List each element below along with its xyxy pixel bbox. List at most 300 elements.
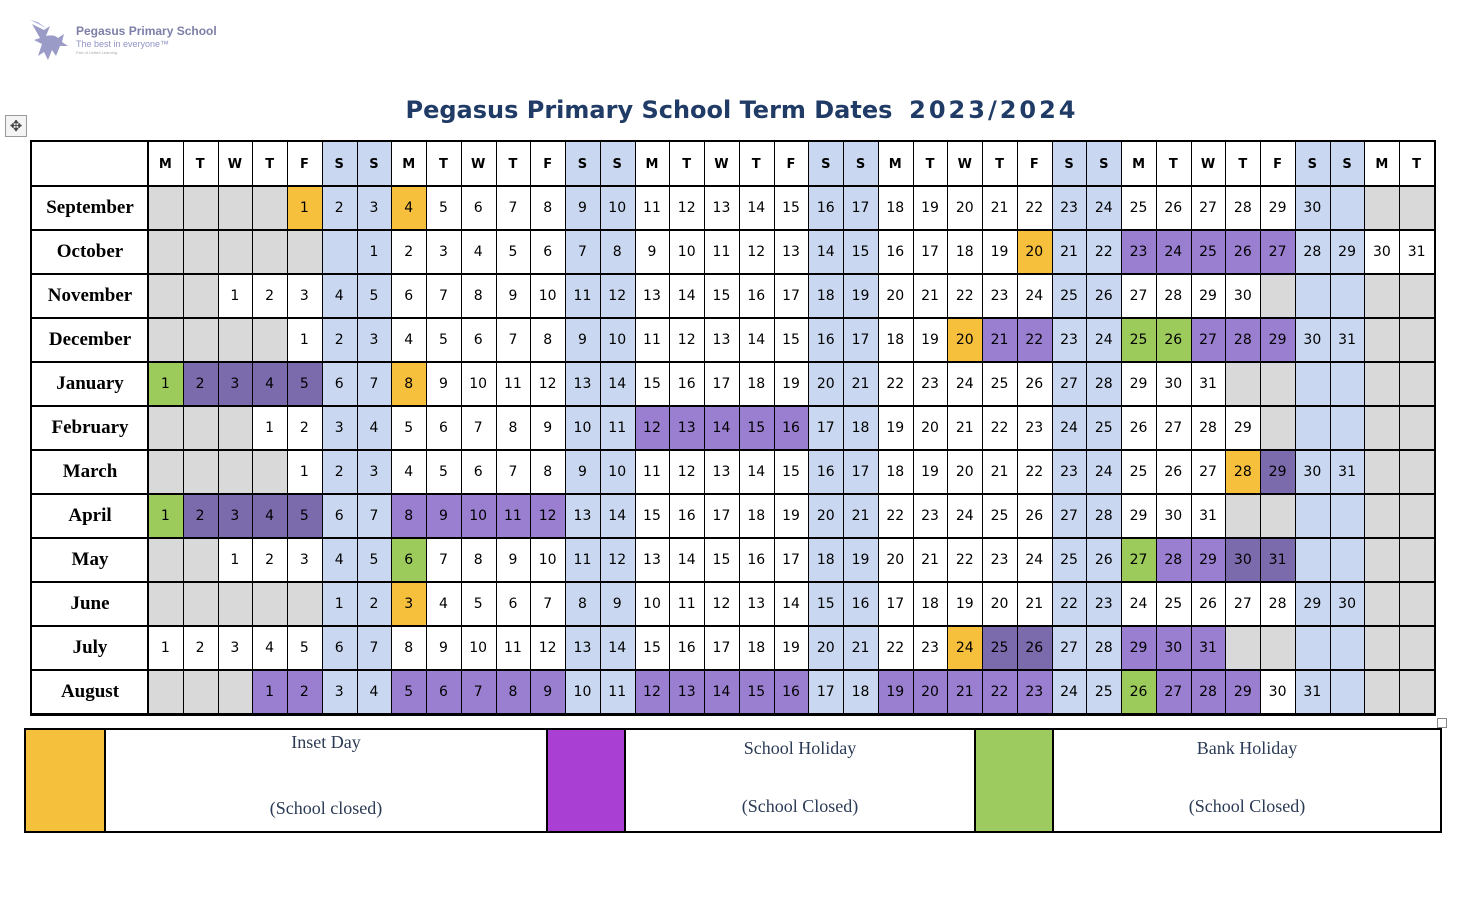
day-cell: 18: [808, 274, 843, 318]
day-cell: 22: [886, 508, 905, 524]
day-cell: 16: [774, 406, 809, 450]
day-cell: 9: [600, 582, 635, 626]
day-cell: 31: [1199, 508, 1217, 524]
day-cell: 12: [677, 464, 696, 480]
month-label: June: [70, 593, 110, 614]
title-year: 2023/2024: [909, 96, 1079, 124]
day-cell: 12: [635, 406, 670, 450]
day-cell: 11: [565, 538, 600, 582]
day-cell: 26: [1086, 274, 1121, 318]
day-cell: 2: [322, 450, 357, 494]
day-cell: 6: [543, 244, 553, 260]
day-cell: 31: [1260, 538, 1295, 582]
weekday-header: M: [158, 156, 172, 172]
day-cell: 29: [1121, 626, 1156, 670]
day-cell: [148, 230, 183, 274]
day-cell: 4: [357, 670, 392, 714]
day-cell: 9: [565, 450, 600, 494]
logo-tagline: The best in everyone™: [76, 39, 170, 49]
day-cell: 3: [218, 362, 253, 406]
weekday-header: W: [714, 156, 729, 172]
day-cell: 13: [565, 626, 600, 670]
day-cell: [148, 450, 183, 494]
day-cell: 29: [1268, 200, 1287, 216]
day-cell: 17: [843, 450, 878, 494]
day-cell: [1399, 318, 1434, 362]
day-cell: 5: [438, 464, 448, 480]
day-cell: 30: [1164, 376, 1183, 392]
weekday-header: S: [808, 142, 843, 186]
day-cell: 9: [543, 420, 553, 436]
weekday-header: M: [402, 156, 416, 172]
day-cell: 18: [886, 200, 905, 216]
day-cell: [1399, 450, 1434, 494]
weekday-header: T: [1412, 156, 1422, 172]
day-cell: 24: [1052, 406, 1087, 450]
weekday-header: T: [925, 156, 935, 172]
month-label: December: [48, 329, 132, 350]
day-cell: 22: [1086, 230, 1121, 274]
day-cell: 13: [747, 596, 766, 612]
day-cell: 25: [1086, 670, 1121, 714]
day-cell: 5: [508, 244, 518, 260]
day-cell: 16: [677, 508, 696, 524]
day-cell: [252, 318, 287, 362]
day-cell: 21: [921, 552, 939, 568]
day-cell: 7: [508, 332, 518, 348]
day-cell: 26: [1199, 596, 1217, 612]
day-cell: [1399, 582, 1434, 626]
day-cell: 14: [600, 626, 635, 670]
day-cell: 20: [808, 362, 843, 406]
day-cell: [252, 186, 287, 230]
day-cell: 6: [473, 464, 483, 480]
day-cell: 6: [322, 362, 357, 406]
day-cell: [148, 538, 183, 582]
day-cell: [1295, 274, 1330, 318]
day-cell: 4: [404, 464, 414, 480]
day-cell: 3: [438, 244, 448, 260]
day-cell: 23: [1052, 450, 1087, 494]
day-cell: 17: [843, 186, 878, 230]
day-cell: 10: [538, 288, 557, 304]
day-cell: 24: [955, 376, 974, 392]
day-cell: [1364, 186, 1399, 230]
day-cell: 17: [886, 596, 905, 612]
day-cell: 21: [843, 362, 878, 406]
day-cell: 1: [322, 582, 357, 626]
day-cell: 22: [955, 288, 974, 304]
day-cell: 5: [357, 274, 392, 318]
day-cell: 1: [252, 670, 287, 714]
day-cell: [1330, 186, 1365, 230]
day-cell: 3: [299, 552, 309, 568]
day-cell: [287, 582, 322, 626]
day-cell: 11: [643, 464, 661, 480]
day-cell: 12: [600, 274, 635, 318]
day-cell: 14: [704, 670, 739, 714]
day-cell: [183, 274, 218, 318]
pegasus-logo-icon: [28, 16, 74, 66]
day-cell: 22: [886, 376, 905, 392]
day-cell: 5: [438, 332, 448, 348]
day-cell: 6: [438, 420, 448, 436]
day-cell: 18: [886, 332, 905, 348]
day-cell: 22: [1025, 464, 1044, 480]
day-cell: 25: [990, 376, 1009, 392]
title-text: Pegasus Primary School Term Dates: [405, 96, 893, 124]
day-cell: 24: [1156, 230, 1191, 274]
day-cell: 31: [1330, 450, 1365, 494]
day-cell: 15: [643, 376, 661, 392]
day-cell: [183, 318, 218, 362]
weekday-header: S: [565, 142, 600, 186]
day-cell: [1330, 274, 1365, 318]
day-cell: 8: [600, 230, 635, 274]
day-cell: 28: [1086, 626, 1121, 670]
day-cell: 28: [1295, 230, 1330, 274]
day-cell: 15: [739, 406, 774, 450]
month-label: August: [60, 681, 120, 702]
logo-name: Pegasus Primary School: [76, 24, 217, 38]
day-cell: 13: [712, 332, 731, 348]
day-cell: 4: [252, 362, 287, 406]
day-cell: 26: [1129, 420, 1148, 436]
day-cell: 21: [843, 494, 878, 538]
day-cell: 25: [1052, 538, 1087, 582]
weekday-header: F: [299, 156, 309, 172]
day-cell: 13: [669, 406, 704, 450]
day-cell: 4: [473, 244, 483, 260]
day-cell: [1330, 670, 1365, 714]
day-cell: 16: [843, 582, 878, 626]
day-cell: 13: [712, 200, 731, 216]
day-cell: 19: [921, 200, 939, 216]
day-cell: 9: [438, 640, 448, 656]
day-cell: 11: [677, 596, 696, 612]
weekday-header: F: [786, 156, 796, 172]
day-cell: 20: [1017, 230, 1052, 274]
legend-bank-sub: (School Closed): [1188, 796, 1306, 816]
day-cell: 5: [287, 362, 322, 406]
day-cell: 24: [1129, 596, 1148, 612]
day-cell: 16: [747, 552, 766, 568]
day-cell: 21: [947, 670, 982, 714]
day-cell: [252, 582, 287, 626]
day-cell: [1399, 274, 1434, 318]
day-cell: 10: [600, 318, 635, 362]
day-cell: 16: [677, 376, 696, 392]
day-cell: [218, 670, 253, 714]
day-cell: [148, 186, 183, 230]
day-cell: 25: [990, 508, 1009, 524]
day-cell: [1295, 362, 1330, 406]
day-cell: 6: [426, 670, 461, 714]
table-move-handle-icon[interactable]: ✥: [5, 115, 27, 137]
day-cell: 3: [322, 670, 357, 714]
day-cell: 27: [1156, 670, 1191, 714]
day-cell: 12: [600, 538, 635, 582]
day-cell: [1260, 274, 1295, 318]
month-label: January: [56, 373, 124, 394]
day-cell: 26: [1017, 626, 1052, 670]
day-cell: 30: [1295, 186, 1330, 230]
month-label: November: [47, 285, 133, 306]
day-cell: 14: [600, 362, 635, 406]
day-cell: 2: [322, 318, 357, 362]
day-cell: 14: [808, 230, 843, 274]
weekday-header: T: [682, 156, 692, 172]
weekday-header: S: [1052, 142, 1087, 186]
day-cell: 30: [1156, 626, 1191, 670]
day-cell: 24: [1086, 186, 1121, 230]
day-cell: 31: [1191, 626, 1226, 670]
day-cell: [1364, 318, 1399, 362]
day-cell: [183, 230, 218, 274]
legend-swatch-inset: [26, 730, 104, 831]
day-cell: 19: [886, 420, 905, 436]
day-cell: 19: [782, 376, 800, 392]
day-cell: 4: [265, 640, 275, 656]
day-cell: 7: [438, 288, 448, 304]
day-cell: 19: [843, 274, 878, 318]
day-cell: 15: [843, 230, 878, 274]
day-cell: 12: [747, 244, 766, 260]
day-cell: 24: [1052, 670, 1087, 714]
day-cell: 15: [782, 464, 800, 480]
day-cell: 26: [1121, 670, 1156, 714]
day-cell: 10: [461, 494, 496, 538]
day-cell: 12: [712, 596, 731, 612]
day-cell: 4: [322, 274, 357, 318]
day-cell: 8: [543, 464, 553, 480]
day-cell: 14: [747, 332, 766, 348]
day-cell: 5: [357, 538, 392, 582]
day-cell: 7: [473, 420, 483, 436]
day-cell: 7: [461, 670, 496, 714]
legend-bank-title: Bank Holiday: [1196, 738, 1298, 758]
day-cell: 14: [747, 200, 766, 216]
day-cell: 24: [1025, 288, 1044, 304]
day-cell: 5: [391, 670, 426, 714]
day-cell: 8: [508, 420, 518, 436]
day-cell: 27: [1052, 362, 1087, 406]
day-cell: 20: [990, 596, 1009, 612]
day-cell: 24: [955, 508, 974, 524]
weekday-header: S: [1295, 142, 1330, 186]
day-cell: 23: [1025, 420, 1044, 436]
day-cell: 3: [299, 288, 309, 304]
day-cell: 19: [782, 508, 800, 524]
day-cell: 16: [808, 186, 843, 230]
day-cell: 26: [1225, 230, 1260, 274]
day-cell: 23: [990, 288, 1009, 304]
weekday-header: F: [1273, 156, 1283, 172]
day-cell: [1260, 362, 1295, 406]
day-cell: [1295, 494, 1330, 538]
weekday-header: T: [508, 156, 518, 172]
day-cell: 10: [469, 640, 488, 656]
day-cell: 21: [1052, 230, 1087, 274]
day-cell: 31: [1330, 318, 1365, 362]
day-cell: 10: [565, 670, 600, 714]
day-cell: 20: [886, 288, 905, 304]
day-cell: 20: [955, 464, 974, 480]
day-cell: 23: [921, 508, 939, 524]
day-cell: [1364, 362, 1399, 406]
day-cell: 8: [404, 640, 414, 656]
weekday-header: S: [1330, 142, 1365, 186]
day-cell: 3: [391, 582, 426, 626]
day-cell: 8: [565, 582, 600, 626]
day-cell: 30: [1268, 684, 1287, 700]
day-cell: [183, 186, 218, 230]
day-cell: 7: [543, 596, 553, 612]
day-cell: 5: [404, 420, 414, 436]
day-cell: 1: [299, 464, 309, 480]
day-cell: 26: [1164, 200, 1183, 216]
day-cell: [1364, 670, 1399, 714]
day-cell: 28: [1086, 494, 1121, 538]
day-cell: 13: [712, 464, 731, 480]
weekday-header: S: [322, 142, 357, 186]
day-cell: [1330, 538, 1365, 582]
weekday-header: M: [645, 156, 659, 172]
day-cell: 15: [643, 508, 661, 524]
day-cell: [1225, 362, 1260, 406]
day-cell: 27: [1052, 626, 1087, 670]
day-cell: [1399, 626, 1434, 670]
day-cell: 28: [1225, 450, 1260, 494]
day-cell: 19: [921, 464, 939, 480]
day-cell: 22: [990, 420, 1009, 436]
weekday-header: T: [1238, 156, 1248, 172]
day-cell: 17: [782, 288, 800, 304]
month-label: April: [68, 505, 112, 526]
day-cell: 6: [473, 200, 483, 216]
day-cell: [183, 538, 218, 582]
day-cell: 23: [1052, 318, 1087, 362]
day-cell: [218, 450, 253, 494]
day-cell: 23: [921, 640, 939, 656]
day-cell: 23: [1086, 582, 1121, 626]
day-cell: 24: [1025, 552, 1044, 568]
day-cell: 29: [1191, 538, 1226, 582]
day-cell: [1399, 670, 1434, 714]
day-cell: 8: [391, 494, 426, 538]
day-cell: 1: [230, 552, 240, 568]
day-cell: 4: [357, 406, 392, 450]
day-cell: [1399, 494, 1434, 538]
table-resize-handle-icon[interactable]: [1437, 718, 1447, 728]
day-cell: [1364, 406, 1399, 450]
weekday-header: M: [1132, 156, 1146, 172]
day-cell: 14: [600, 494, 635, 538]
day-cell: 17: [808, 670, 843, 714]
day-cell: [148, 406, 183, 450]
day-cell: 22: [1017, 318, 1052, 362]
day-cell: 5: [473, 596, 483, 612]
weekday-header: T: [265, 156, 275, 172]
day-cell: 5: [287, 494, 322, 538]
day-cell: 14: [747, 464, 766, 480]
day-cell: 12: [677, 332, 696, 348]
day-cell: [183, 582, 218, 626]
day-cell: [1399, 362, 1434, 406]
weekday-header: F: [1029, 156, 1039, 172]
day-cell: 2: [183, 494, 218, 538]
day-cell: 9: [426, 494, 461, 538]
day-cell: 2: [322, 186, 357, 230]
day-cell: 10: [677, 244, 696, 260]
day-cell: [1330, 626, 1365, 670]
day-cell: 13: [565, 362, 600, 406]
day-cell: 5: [299, 640, 309, 656]
day-cell: 29: [1295, 582, 1330, 626]
day-cell: 10: [600, 186, 635, 230]
day-cell: 26: [1025, 508, 1044, 524]
day-cell: [1399, 186, 1434, 230]
day-cell: 9: [565, 186, 600, 230]
term-dates-calendar: [30, 140, 1436, 716]
day-cell: 15: [643, 640, 661, 656]
day-cell: [148, 582, 183, 626]
day-cell: [1364, 450, 1399, 494]
day-cell: [1260, 406, 1295, 450]
day-cell: [1364, 494, 1399, 538]
legend-inset-sub: (School closed): [269, 798, 383, 818]
weekday-header: T: [995, 156, 1004, 172]
day-cell: 29: [1129, 508, 1148, 524]
day-cell: 28: [1191, 670, 1226, 714]
day-cell: 27: [1191, 318, 1226, 362]
day-cell: 8: [473, 288, 483, 304]
day-cell: 3: [357, 450, 392, 494]
day-cell: 27: [1233, 596, 1252, 612]
day-cell: 13: [669, 670, 704, 714]
day-cell: 28: [1268, 596, 1287, 612]
day-cell: 30: [1295, 450, 1330, 494]
day-cell: 16: [886, 244, 905, 260]
day-cell: 20: [808, 494, 843, 538]
day-cell: 28: [1199, 420, 1217, 436]
day-cell: 25: [1121, 318, 1156, 362]
day-cell: 13: [782, 244, 800, 260]
day-cell: 6: [322, 494, 357, 538]
day-cell: 1: [299, 332, 309, 348]
day-cell: 27: [1199, 200, 1217, 216]
day-cell: 26: [1025, 376, 1044, 392]
day-cell: [1295, 626, 1330, 670]
day-cell: 3: [357, 318, 392, 362]
day-cell: [1364, 274, 1399, 318]
legend: [24, 728, 1442, 833]
day-cell: 19: [878, 670, 913, 714]
month-label: October: [56, 241, 124, 262]
day-cell: [218, 406, 253, 450]
day-cell: 28: [1164, 288, 1183, 304]
day-cell: 5: [438, 200, 448, 216]
month-label: July: [72, 637, 108, 658]
day-cell: 6: [508, 596, 518, 612]
day-cell: [218, 186, 253, 230]
day-cell: [1295, 538, 1330, 582]
day-cell: 16: [808, 450, 843, 494]
day-cell: [1225, 494, 1260, 538]
day-cell: 18: [808, 538, 843, 582]
day-cell: 9: [647, 244, 657, 260]
day-cell: 19: [921, 332, 939, 348]
